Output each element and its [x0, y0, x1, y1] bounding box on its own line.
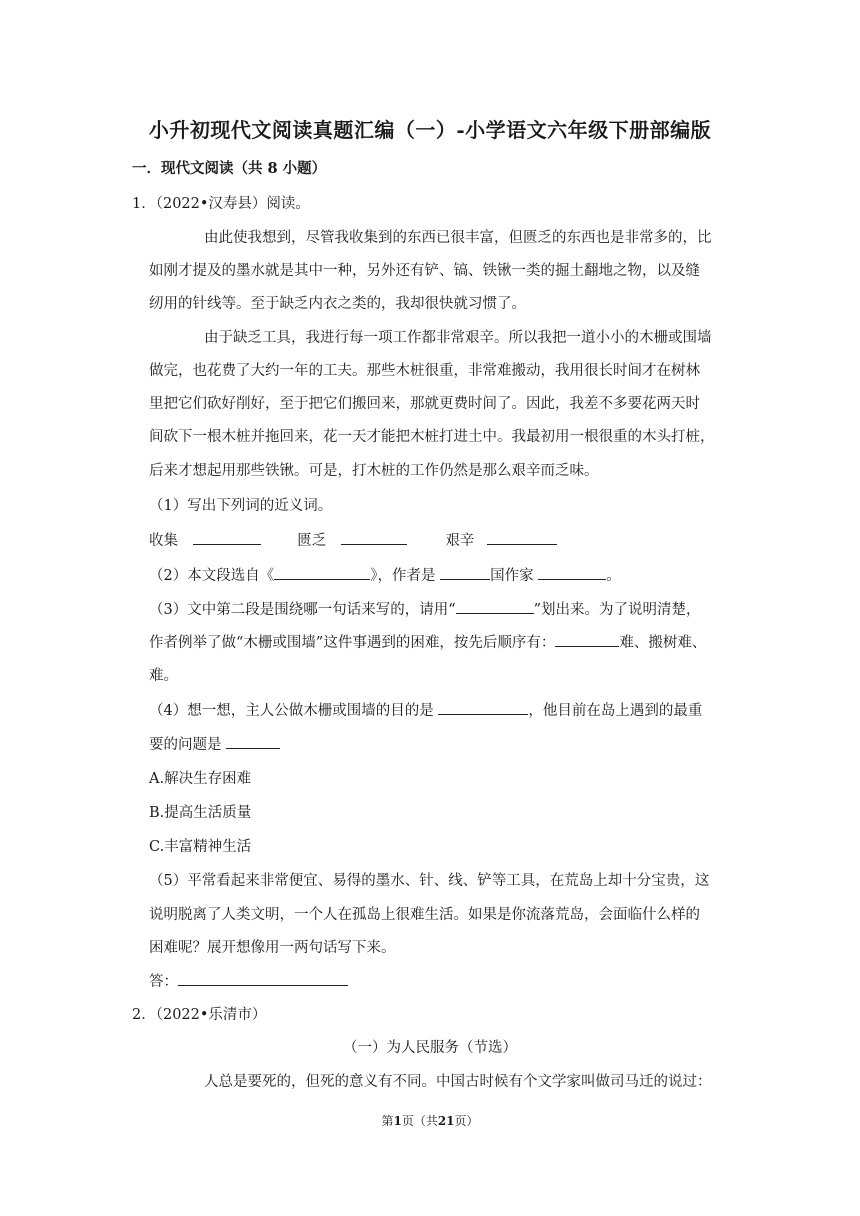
- answer-blank[interactable]: [438, 699, 528, 715]
- subquestion-3-line-2: [149, 631, 706, 652]
- section-heading: 一．现代文阅读（共 8 小题）: [132, 160, 327, 177]
- subquestion-text: 要的问题是: [149, 737, 222, 753]
- subquestion-1: （1）写出下列词的近义词。: [149, 498, 333, 514]
- passage-line: 如刚才提及的墨水就是其中一种，另外还有铲、镐、铁锹一类的掘土翻地之物，以及缝: [149, 263, 700, 279]
- passage-line: 里把它们砍好削好，至于把它们搬回来，那就更费时间了。因此，我差不多要花两天时: [149, 396, 700, 412]
- answer-blank[interactable]: [456, 598, 534, 614]
- subquestion-3-line-3: 难。: [149, 668, 178, 684]
- footer-text: 页（共: [401, 1114, 438, 1128]
- synonym-row: [149, 529, 557, 550]
- word-label: 收集: [149, 533, 178, 549]
- answer-blank[interactable]: [555, 631, 619, 647]
- subquestion-4: [149, 699, 702, 720]
- subquestion-text: 难、搬树难、: [619, 635, 707, 651]
- subquestion-text: 国作家: [490, 568, 534, 584]
- subquestion-text: ”划出来。为了说明清楚，: [533, 602, 701, 618]
- subquestion-text: 作者例举了做“木栅或围墙”这件事遇到的困难，按先后顺序有：: [149, 635, 556, 651]
- option-c: C.丰富精神生活: [149, 839, 252, 855]
- word-label: 匮乏: [297, 533, 327, 549]
- subquestion-text: （3）文中第二段是围绕哪一句话来写的，请用“: [149, 602, 456, 618]
- question-1-heading: 1．（2022•汉寿县）阅读。: [132, 196, 310, 212]
- option-a: A.解决生存困难: [149, 771, 252, 787]
- answer-row: [149, 970, 348, 991]
- passage-line: 由于缺乏工具，我进行每一项工作都非常艰辛。所以我把一道小小的木栅或围墙: [204, 330, 712, 346]
- answer-blank[interactable]: [226, 733, 280, 749]
- answer-blank[interactable]: [193, 529, 261, 545]
- answer-blank[interactable]: [274, 564, 370, 580]
- page-total: 21: [437, 1114, 455, 1128]
- subquestion-2: [149, 564, 621, 585]
- passage-line: 后来才想起用那些铁锹。可是，打木桩的工作仍然是那么艰辛而乏味。: [149, 463, 599, 479]
- subquestion-text: （4）想一想，主人公做木栅或围墙的目的是: [149, 703, 434, 719]
- option-b: B.提高生活质量: [149, 805, 252, 821]
- answer-blank[interactable]: [440, 564, 490, 580]
- passage-line: 人总是要死的，但死的意义有不同。中国古时候有个文学家叫做司马迁的说过：: [204, 1074, 712, 1090]
- passage-line: 由此使我想到，尽管我收集到的东西已很丰富，但匮乏的东西也是非常多的，比: [204, 230, 712, 246]
- document-title: 小升初现代文阅读真题汇编（一）-小学语文六年级下册部编版: [148, 118, 712, 142]
- word-label: 艰辛: [445, 533, 475, 549]
- answer-blank[interactable]: [341, 529, 407, 545]
- footer-text: 页）: [454, 1114, 479, 1128]
- subquestion-3: [149, 598, 701, 619]
- footer-text: 第: [381, 1114, 394, 1128]
- page-footer: [0, 1112, 860, 1129]
- answer-label: 答：: [149, 974, 178, 990]
- subquestion-text: （2）本文段选自《: [149, 568, 275, 584]
- subquestion-text: 》，作者是: [370, 568, 436, 584]
- answer-blank[interactable]: [178, 970, 348, 986]
- question-2-heading: 2．（2022•乐清市）: [132, 1007, 267, 1023]
- answer-blank[interactable]: [487, 529, 557, 545]
- subquestion-4-line-2: [149, 733, 280, 754]
- passage-line: 纫用的针线等。至于缺乏内衣之类的，我却很快就习惯了。: [149, 296, 526, 312]
- subquestion-text: 。: [606, 568, 621, 584]
- answer-blank[interactable]: [538, 564, 606, 580]
- passage-line: 间砍下一根木桩并拖回来，花一天才能把木桩打进土中。我最初用一根很重的木头打桩，: [149, 429, 715, 445]
- passage-line: 做完，也花费了大约一年的工夫。那些木桩很重，非常难搬动，我用很长时间才在树林: [149, 363, 700, 379]
- page-number: 1: [393, 1114, 402, 1128]
- subquestion-text: ，他目前在岛上遇到的最重: [528, 703, 703, 719]
- passage-title: （一）为人民服务（节选）: [343, 1040, 517, 1056]
- subquestion-5-line-3: 困难呢？展开想像用一两句话写下来。: [149, 940, 396, 956]
- subquestion-5-line-2: 说明脱离了人类文明，一个人在孤岛上很难生活。如果是你流落荒岛，会面临什么样的: [149, 907, 700, 923]
- subquestion-5: （5）平常看起来非常便宜、易得的墨水、针、线、铲等工具，在荒岛上却十分宝贵，这: [149, 873, 710, 889]
